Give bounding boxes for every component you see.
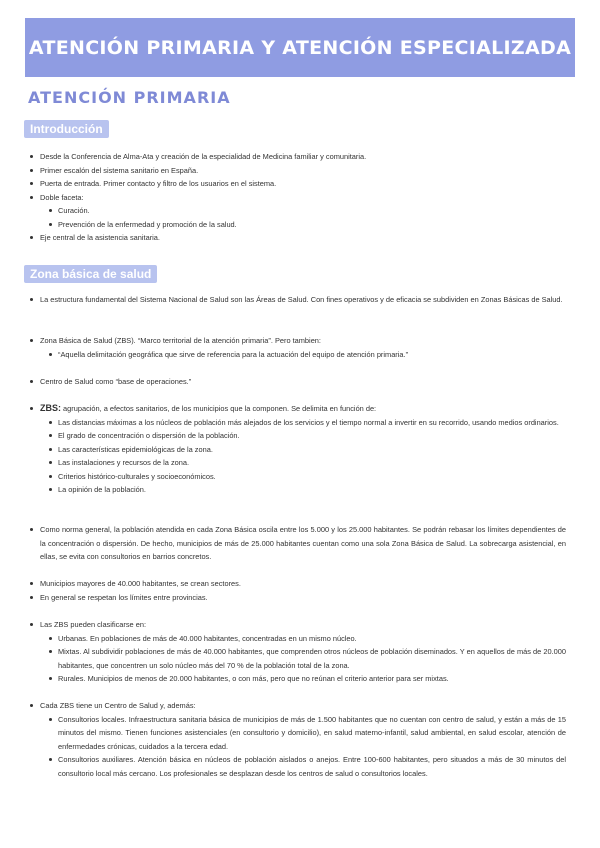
sub-list-item: Prevención de la enfermedad y promoción de la salud. [46,218,566,232]
sub-list-item: La opinión de la población. [46,483,566,497]
list-item: Municipios mayores de 40.000 habitantes, se crean sectores. [28,577,566,591]
zbs-p6-p7 [28,577,566,604]
zbs-p8 [28,618,566,686]
zbs-p9 [28,699,566,780]
zbs-p5 [28,523,566,564]
sub-list-item: Las características epidemiológicas de la zona. [46,443,566,457]
sub-list-item: Criterios histórico-culturales y socioeconómicos. [46,470,566,484]
list-item [28,618,566,686]
list-item: En general se respetan los límites entre provincias. [28,591,566,605]
sub-list-item: Consultorios locales. Infraestructura sanitaria básica de municipios de más de 1.500 habitantes que no cuentan con centro de salud, y están a más de 15 minutos del mismo. Tienen funciones asistenciales (en consultorio y domicilio), en salud materno-infantil, salud ambiental, en salud escolar, atención de enfermedades crónicas, cuidados a la tercera edad. [46,713,566,754]
intro-label: Introducción [24,120,109,138]
zbs-term: ZBS: [40,403,61,413]
zbs-p3 [28,375,566,389]
sub-list-item: Consultorios auxiliares. Atención básica en núcleos de población aislados o anejos. Entre 100-600 habitantes, pero situados a más de 30 minutos del consultorio local más cercano. Los profesionales se desplazan desde los centros de salud o consultorios locales. [46,753,566,780]
sub-list-item: Las instalaciones y recursos de la zona. [46,456,566,470]
list-item: La estructura fundamental del Sistema Nacional de Salud son las Áreas de Salud. Con fines operativos y de eficacia se subdividen en Zonas Básicas de Salud. [28,293,566,307]
list-item: Eje central de la asistencia sanitaria. [28,231,566,245]
sub-list-item: El grado de concentración o dispersión de la población. [46,429,566,443]
sub-list-item: Las distancias máximas a los núcleos de población más alejados de los servicios y el tiempo normal a invertir en su recorrido, usando medios ordinarios. [46,416,566,430]
section-title: ATENCIÓN PRIMARIA [28,88,231,107]
list-item [28,334,566,361]
list-item [28,191,566,232]
sub-list-item: “Aquella delimitación geográfica que sirve de referencia para la actuación del equipo de atención primaria.” [46,348,566,362]
zbs-label: Zona básica de salud [24,265,157,283]
list-item-text: agrupación, a efectos sanitarios, de los municipios que la componen. Se delimita en función de: [61,404,377,413]
list-item: Desde la Conferencia de Alma-Ata y creación de la especialidad de Medicina familiar y comunitaria. [28,150,566,164]
zbs-p2 [28,334,566,361]
title-banner [25,18,575,77]
list-item-text: Doble faceta: [40,192,84,202]
list-item-text: Zona Básica de Salud (ZBS). “Marco territorial de la atención primaria”. Pero tambien: [40,336,321,345]
list-item-text: Las ZBS pueden clasificarse en: [40,620,146,629]
zbs-p4 [28,402,566,497]
list-item: Centro de Salud como “base de operaciones.” [28,375,566,389]
sub-list-item: Curación. [46,204,566,218]
list-item: Puerta de entrada. Primer contacto y filtro de los usuarios en el sistema. [28,177,566,191]
list-item [28,402,566,497]
intro-list [28,150,566,245]
list-item: Como norma general, la población atendida en cada Zona Básica oscila entre los 5.000 y los 25.000 habitantes. Se podrán rebasar los límites dependientes de la concentración o dispersión. De hecho, municipios de más de 25.000 habitantes cuentan como una sola Zona Básica de Salud. La sobrecarga asistencial, en ellas, se evita con consultorios en barrios concretos. [28,523,566,564]
list-item-text: Cada ZBS tiene un Centro de Salud y, además: [40,701,196,710]
zbs-p1 [28,293,566,307]
list-item: Primer escalón del sistema sanitario en España. [28,164,566,178]
sub-list-item: Rurales. Municipios de menos de 20.000 habitantes, o con más, pero que no reúnan el criterio anterior para ser mixtas. [46,672,566,686]
list-item [28,699,566,780]
sub-list-item: Urbanas. En poblaciones de más de 40.000 habitantes, concentradas en un mismo núcleo. [46,632,566,646]
sub-list-item: Mixtas. Al subdividir poblaciones de más de 40.000 habitantes, que comprenden otros núcleos de población diseminados. Y en aquellos de más de 20.000 habitantes, que concentren un solo núcleo más del 70 % de la población total de la zona. [46,645,566,672]
page-title: ATENCIÓN PRIMARIA Y ATENCIÓN ESPECIALIZADA [28,36,572,59]
